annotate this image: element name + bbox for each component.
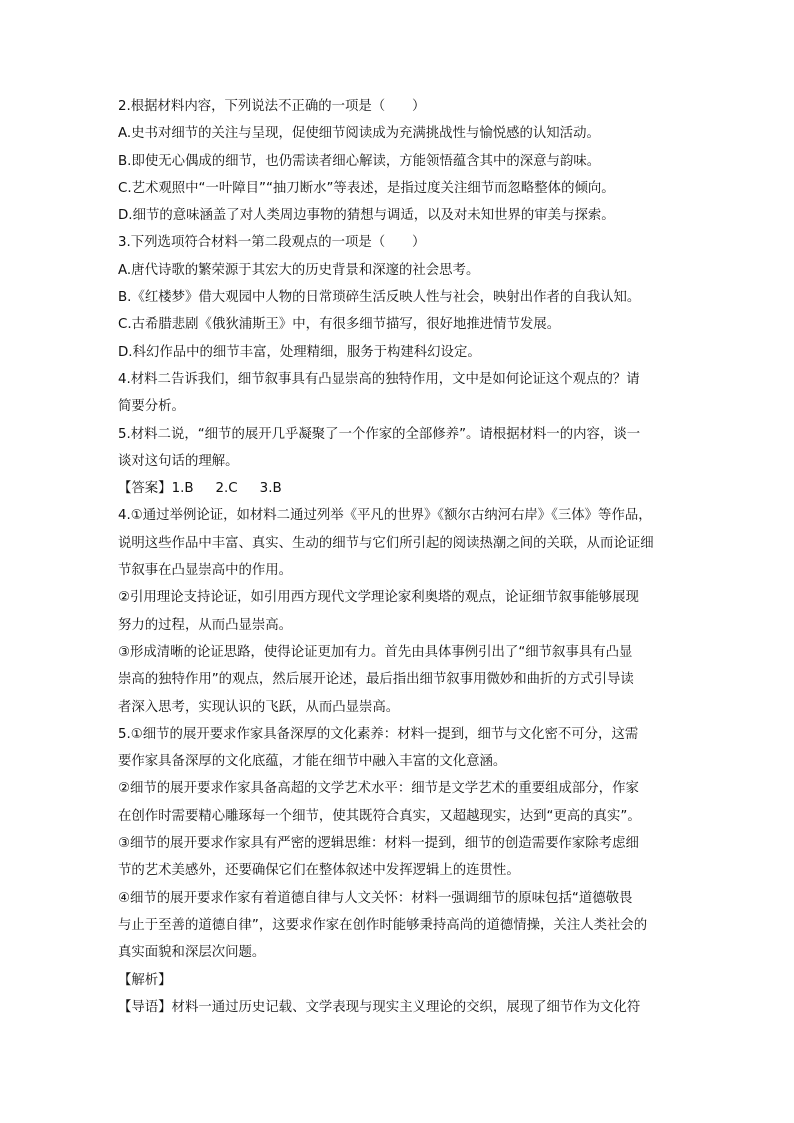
question-3-stem: 3.下列选项符合材料一第二段观点的一项是（ ）: [118, 235, 426, 251]
answer-5-line-3: ②细节的展开要求作家具备高超的文学艺术水平：细节是文学艺术的重要组成部分，作家: [118, 781, 639, 797]
answer-4-line-8: 者深入思考，实现认识的飞跃，从而凸显崇高。: [118, 699, 400, 715]
answer-4-line-2: 说明这些作品中丰富、真实、生动的细节与它们所引起的阅读热潮之间的关联，从而论证细: [118, 535, 654, 551]
question-4-line-2: 简要分析。: [118, 399, 185, 415]
answer-4-line-3: 节叙事在凸显崇高中的作用。: [118, 563, 293, 579]
answer-4-line-6: ③形成清晰的论证思路，使得论证更加有力。首先由具体事例引出了“细节叙事具有凸显: [118, 644, 633, 660]
answer-5-line-2: 要作家具备深厚的文化底蕴，才能在细节中融入丰富的文化意涵。: [118, 754, 507, 770]
answer-5-line-1: 5.①细节的展开要求作家具备深厚的文化素养：材料一提到，细节与文化密不可分，这需: [118, 726, 639, 742]
answer-4-line-7: 崇高的独特作用”的观点，然后展开论述，最后指出细节叙事用微妙和曲折的方式引导读: [118, 672, 634, 688]
answer-item-2: 2.C: [215, 481, 238, 497]
answer-4-line-1: 4.①通过举例论证，如材料二通过列举《平凡的世界》《额尔古纳河右岸》《三体》等作品，: [118, 508, 652, 524]
question-2-option-b: B.即使无心偶成的细节，也仍需读者细心解读，方能领悟蕴含其中的深意与韵味。: [118, 153, 601, 169]
answer-label: 【答案】: [118, 481, 172, 497]
question-3-option-d: D.科幻作品中的细节丰富，处理精细，服务于构建科幻设定。: [118, 344, 481, 360]
question-3-option-c: C.古希腊悲剧《俄狄浦斯王》中，有很多细节描写，很好地推进情节发展。: [118, 317, 561, 333]
question-5-line-1: 5.材料二说，“细节的展开几乎凝聚了一个作家的全部修养”。请根据材料一的内容，谈一: [118, 426, 641, 442]
question-2-option-a: A.史书对细节的关注与呈现，促使细节阅读成为充满挑战性与愉悦感的认知活动。: [118, 126, 600, 142]
document-page: [118, 93, 680, 1021]
answer-4-line-5: 努力的过程，从而凸显崇高。: [118, 617, 293, 633]
question-4-line-1: 4.材料二告诉我们，细节叙事具有凸显崇高的独特作用，文中是如何论证这个观点的？请: [118, 371, 640, 387]
answer-section: [118, 475, 680, 1021]
question-2-option-c: C.艺术观照中“一叶障目”“抽刀断水”等表述，是指过度关注细节而忽略整体的倾向。: [118, 180, 615, 196]
analysis-heading: 【解析】: [118, 972, 172, 988]
question-5-line-2: 谈对这句话的理解。: [118, 453, 239, 469]
answer-5-line-9: 真实面貌和深层次问题。: [118, 945, 266, 961]
answer-5-line-8: 与止于至善的道德自律”，这要求作家在创作时能够秉持高尚的道德情操，关注人类社会的: [118, 917, 648, 933]
answer-4-line-4: ②引用理论支持论证，如引用西方现代文学理论家利奥塔的观点，论证细节叙事能够展现: [118, 590, 639, 606]
question-2-option-d: D.细节的意味涵盖了对人类周边事物的猜想与调适，以及对未知世界的审美与探索。: [118, 208, 615, 224]
answer-item-3: 3.B: [259, 481, 282, 497]
question-2-stem: 2.根据材料内容，下列说法不正确的一项是（ ）: [118, 99, 426, 114]
answer-key-line: [118, 475, 680, 502]
questions-section: [118, 93, 680, 475]
question-3-option-a: A.唐代诗歌的繁荣源于其宏大的历史背景和深邃的社会思考。: [118, 262, 480, 278]
answer-5-line-6: 节的艺术美感外，还要确保它们在整体叙述中发挥逻辑上的连贯性。: [118, 863, 520, 879]
answer-5-line-4: 在创作时需要精心雕琢每一个细节，使其既符合真实，又超越现实，达到“更高的真实”。: [118, 808, 641, 824]
answer-item-1: 1.B: [171, 481, 194, 497]
answer-5-line-7: ④细节的展开要求作家有着道德自律与人文关怀：材料一强调细节的原味包括“道德敬畏: [118, 890, 633, 906]
answer-5-line-5: ③细节的展开要求作家具有严密的逻辑思维：材料一提到，细节的创造需要作家除考虑细: [118, 836, 639, 852]
question-3-option-b: B.《红楼梦》借大观园中人物的日常琐碎生活反映人性与社会，映射出作者的自我认知。: [118, 290, 641, 306]
guide-text: 【导语】材料一通过历史记载、文学表现与现实主义理论的交织，展现了细节作为文化符: [118, 999, 641, 1015]
